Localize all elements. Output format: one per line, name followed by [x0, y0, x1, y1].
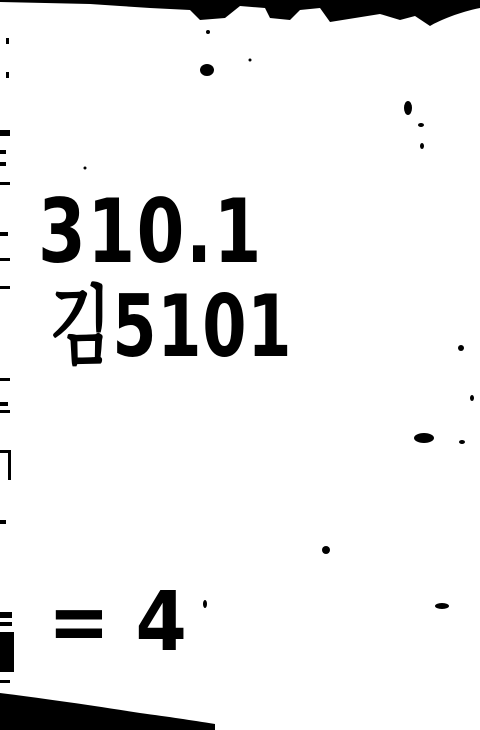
left-tick — [0, 378, 10, 381]
left-tick — [0, 520, 6, 524]
left-tick — [0, 612, 12, 618]
left-tick — [6, 38, 9, 44]
left-tick — [0, 258, 10, 261]
speck — [420, 143, 424, 149]
left-block — [0, 632, 14, 672]
left-tick — [0, 162, 6, 166]
classification-number: 310.1 — [38, 180, 263, 283]
left-tick — [0, 182, 10, 185]
left-tick — [0, 286, 10, 289]
left-tick — [0, 232, 8, 236]
copy-number: = 4 — [48, 575, 187, 670]
speck — [249, 59, 252, 62]
speck — [470, 395, 474, 401]
left-bracket — [8, 450, 11, 480]
speck — [322, 546, 330, 554]
left-tick — [0, 410, 10, 413]
left-tick — [0, 130, 10, 136]
top-edge — [0, 0, 480, 26]
left-tick — [0, 150, 6, 154]
speck — [84, 167, 87, 170]
speck — [203, 600, 207, 608]
left-tick — [0, 680, 10, 683]
speck — [459, 440, 465, 444]
speck — [414, 433, 434, 443]
speck — [418, 123, 424, 127]
speck — [200, 64, 214, 76]
left-tick — [0, 622, 12, 626]
speck — [458, 345, 464, 351]
speck — [206, 30, 210, 34]
speck — [435, 603, 449, 609]
left-tick — [0, 402, 8, 406]
author-mark: 김5101 — [50, 277, 293, 377]
bottom-edge — [0, 693, 215, 730]
speck — [404, 101, 412, 115]
left-tick — [6, 72, 9, 78]
